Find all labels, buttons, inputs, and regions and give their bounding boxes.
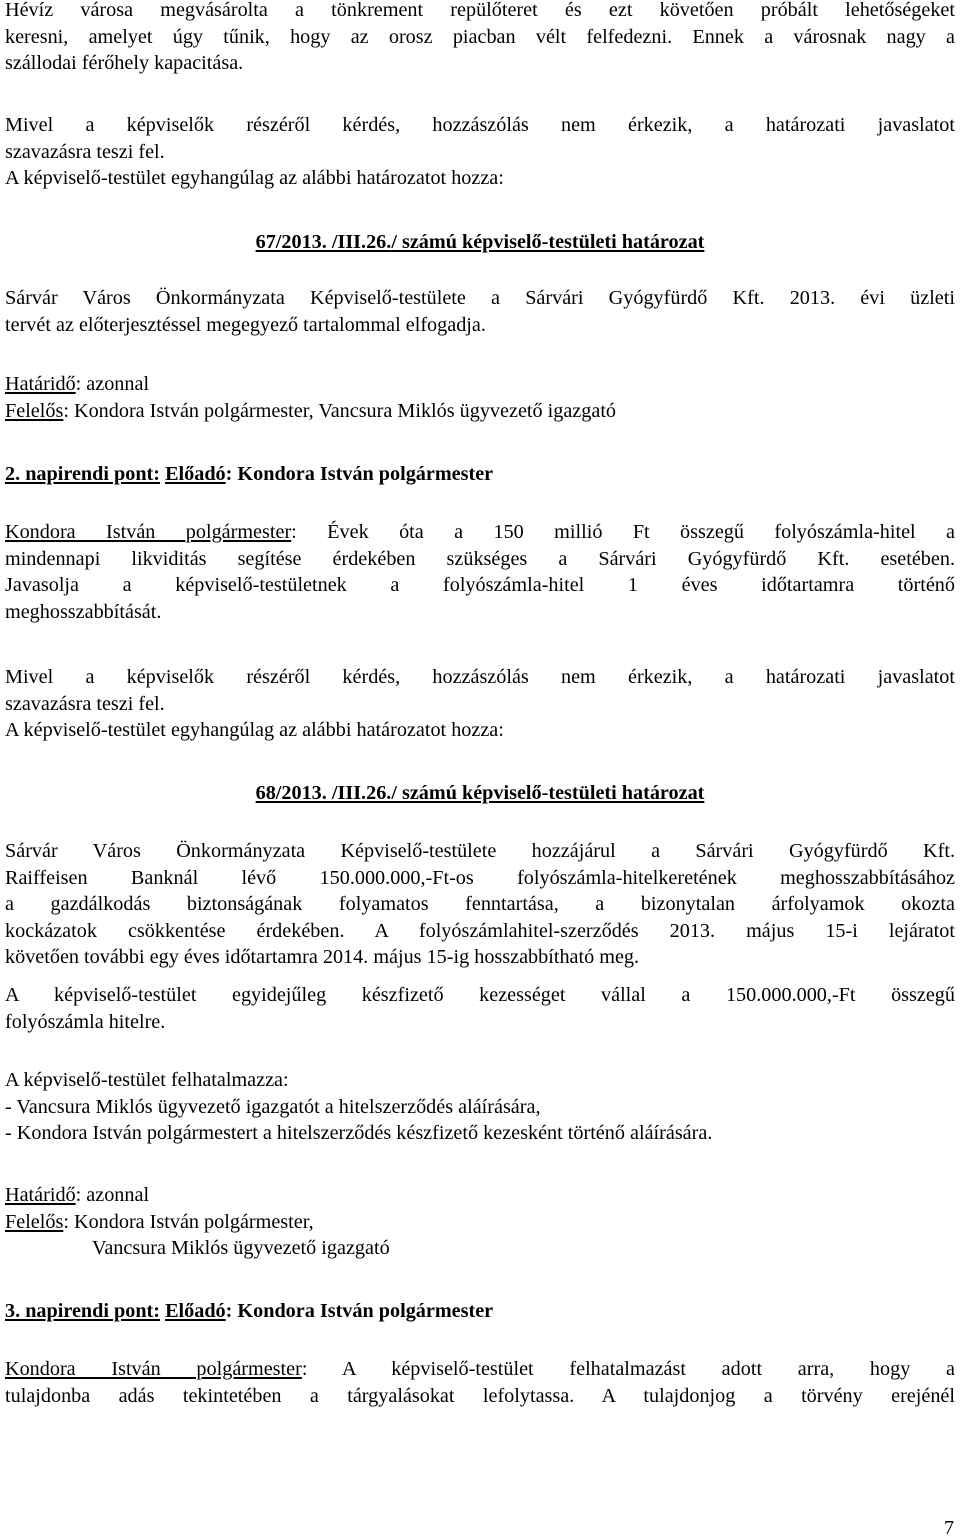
resolution-68-paragraph-1	[5, 838, 955, 971]
text-line: tervét az előterjesztéssel megegyező tartalommal elfogadja.	[5, 313, 486, 336]
text-line: A képviselő-testület egyidejűleg készfizető kezességet vállal a 150.000.000,-Ft összegű	[5, 984, 955, 1006]
agenda-item-2-presenter-value: : Kondora István polgármester	[225, 463, 494, 485]
authorization-item: - Kondora István polgármestert a hitelszerződés készfizető kezesként történő aláírására.	[5, 1122, 713, 1144]
speaker-name: Kondora István polgármester	[5, 521, 292, 543]
agenda-item-2-number: 2. napirendi pont:	[5, 463, 161, 485]
text-line: szavazásra teszi fel.	[5, 140, 165, 163]
resolution-67-meta	[5, 371, 955, 424]
vote-paragraph-2	[5, 664, 955, 744]
responsible-line-continued: Vancsura Miklós ügyvezető igazgató	[92, 1237, 390, 1259]
resolution-67-title	[5, 229, 955, 256]
resolution-68-title-text: 68/2013. /III.26./ számú képviselő-testületi határozat	[255, 782, 705, 804]
text-line: szavazásra teszi fel.	[5, 692, 165, 715]
deadline-label: Határidő	[5, 373, 76, 395]
text-line	[5, 1356, 955, 1383]
text-line: Sárvár Város Önkormányzata Képviselő-testülete hozzájárul a Sárvári Gyógyfürdő Kft.	[5, 840, 955, 862]
agenda-item-3-number: 3. napirendi pont:	[5, 1300, 161, 1322]
intro-paragraph	[5, 0, 955, 77]
agenda-item-3-presenter-value: : Kondora István polgármester	[225, 1300, 494, 1322]
text-line: követően további egy éves időtartamra 2014. május 15-ig hosszabbítható meg.	[5, 946, 640, 968]
text-line: keresni, amelyet úgy tűnik, hogy az orosz piacban vélt felfedezni. Ennek a városnak nagy a	[5, 25, 955, 48]
text-line: a gazdálkodás biztonságának folyamatos fenntartása, a bizonytalan árfolyamok okozta	[5, 893, 955, 915]
resolution-68-paragraph-2	[5, 982, 955, 1035]
agenda-item-3-heading	[5, 1298, 955, 1325]
text-line: kockázatok csökkentése érdekében. A folyószámlahitel-szerződés 2013. május 15-i lejáratot	[5, 919, 955, 942]
agenda-item-3-presenter-label: Előadó	[165, 1300, 226, 1322]
text-line: Sárvár Város Önkormányzata Képviselő-testülete a Sárvári Gyógyfürdő Kft. 2013. évi üzleti	[5, 287, 955, 309]
deadline-value: : azonnal	[75, 373, 150, 395]
text-line: folyószámla hitelre.	[5, 1010, 166, 1033]
deadline-line	[5, 371, 955, 398]
resolution-67-number: 67/2013. /III.26.	[255, 231, 392, 253]
resolution-68-title	[5, 780, 955, 807]
text-line: A képviselő-testület egyhangúlag az alábbi határozatot hozza:	[5, 719, 504, 741]
responsible-value: : Kondora István polgármester, Vancsura Miklós ügyvezető igazgató	[63, 399, 617, 422]
resolution-67-body	[5, 285, 955, 338]
responsible-label: Felelős	[5, 399, 64, 422]
authorization-item: - Vancsura Miklós ügyvezető igazgatót a hitelszerződés aláírására,	[5, 1095, 541, 1118]
speech-text: : A képviselő-testület felhatalmazást adott arra, hogy a	[301, 1358, 955, 1380]
speech-paragraph-2	[5, 519, 955, 625]
vote-paragraph-1	[5, 112, 955, 192]
resolution-67-title-rest: / számú képviselő-testületi határozat	[391, 231, 705, 253]
speaker-name: Kondora István polgármester	[5, 1358, 302, 1380]
speech-text: : Évek óta a 150 millió Ft összegű folyószámla-hitel a	[291, 521, 955, 543]
deadline-line	[5, 1182, 955, 1209]
speech-paragraph-3	[5, 1356, 955, 1409]
text-line: Javasolja a képviselő-testületnek a folyószámla-hitel 1 éves időtartamra történő	[5, 574, 955, 596]
text-line: Raiffeisen Banknál lévő 150.000.000,-Ft-os folyószámla-hitelkeretének meghosszabbításához	[5, 866, 955, 889]
text-line: Mivel a képviselők részéről kérdés, hozzászólás nem érkezik, a határozati javaslatot	[5, 666, 955, 688]
text-line	[5, 519, 955, 546]
responsible-line	[5, 398, 955, 425]
page-number: 7	[944, 1517, 954, 1539]
agenda-item-2-heading	[5, 461, 955, 488]
agenda-item-2-presenter-label: Előadó	[165, 463, 226, 485]
text-line: szállodai férőhely kapacitása.	[5, 52, 244, 74]
authorization-block	[5, 1067, 955, 1147]
responsible-label: Felelős	[5, 1210, 64, 1233]
responsible-line	[5, 1209, 955, 1236]
responsible-value: : Kondora István polgármester,	[63, 1210, 314, 1233]
text-line: mindennapi likviditás segítése érdekében szükséges a Sárvári Gyógyfürdő Kft. esetében.	[5, 547, 955, 570]
text-line: Hévíz városa megvásárolta a tönkrement repülőteret és ezt követően próbált lehetőségeket	[5, 0, 955, 21]
resolution-68-meta	[5, 1182, 955, 1262]
deadline-value: : azonnal	[75, 1184, 150, 1206]
text-line: meghosszabbítását.	[5, 600, 162, 623]
authorization-intro: A képviselő-testület felhatalmazza:	[5, 1069, 289, 1091]
text-line: tulajdonba adás tekintetében a tárgyalásokat lefolytassa. A tulajdonjog a törvény erejénél	[5, 1384, 955, 1407]
deadline-label: Határidő	[5, 1184, 76, 1206]
text-line: A képviselő-testület egyhangúlag az alábbi határozatot hozza:	[5, 167, 504, 189]
text-line: Mivel a képviselők részéről kérdés, hozzászólás nem érkezik, a határozati javaslatot	[5, 114, 955, 136]
